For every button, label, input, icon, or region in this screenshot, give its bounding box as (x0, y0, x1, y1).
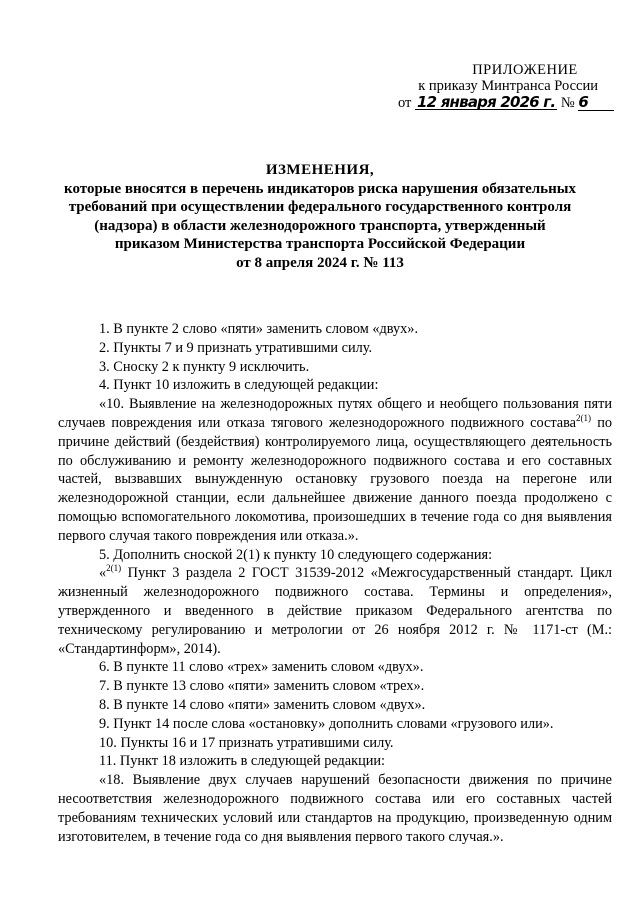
appendix-block (398, 62, 598, 111)
order-reference: к приказу Минтранса России (418, 78, 598, 94)
item-1: 1. В пункте 2 слово «пяти» заменить словом «двух». (99, 321, 419, 337)
subtitle-line: приказом Министерства транспорта Российской Федерации (114, 236, 526, 252)
document-title (50, 161, 590, 272)
footnote-mark: 2(1) (106, 563, 122, 574)
item-7: 7. В пункте 13 слово «пяти» заменить словом «трех». (99, 678, 425, 695)
item-4-text (58, 395, 612, 545)
item-4: 4. Пункт 10 изложить в следующей редакции: (99, 377, 379, 394)
footnote-ref: 2(1) (576, 412, 592, 423)
quote-open: « (99, 565, 107, 582)
subtitle-line: требований при осуществлении федерального государственного контроля (68, 199, 572, 215)
item-11-text: «18. Выявление двух случаев нарушений безопасности движения по причине несоответствия железнодорожного подвижного состава или его составных частей требованиям технических условий или стандартов на продукцию, произведенную одним изготовителем, в течение года со дня выявления первого такого случая.». (58, 772, 612, 845)
subtitle-line: от 8 апреля 2024 г. № 113 (236, 254, 404, 271)
handwritten-number: 6 (578, 94, 614, 111)
item-8: 8. В пункте 14 слово «пяти» заменить словом «двух». (99, 696, 426, 713)
order-date-line (398, 94, 598, 111)
subtitle-line: (надзора) в области железнодорожного транспорта, утвержденный (94, 217, 546, 234)
item-5-footnote-text: Пункт 3 раздела 2 ГОСТ 31539-2012 «Межгосударственный стандарт. Цикл жизненный железнодорожного подвижного состава. Термины и определения», утвержденного и введенного в действие приказом Федерального агентства по техническому регулированию и метрологии от 26 ноября 2012 г. № 1171-ст (М.: «Стандартинформ», 2014). (58, 565, 612, 657)
handwritten-date: 12 января 2026 г. (417, 93, 556, 111)
item-4-text-a: «10. Выявление на железнодорожных путях общего и необщего пользования пяти случаев повреждения или отказа тягового железнодорожного подвижного состава (58, 396, 612, 431)
number-prefix: № (560, 95, 575, 111)
title-heading: ИЗМЕНЕНИЯ, (265, 162, 375, 178)
item-2: 2. Пункты 7 и 9 признать утратившими силу. (99, 339, 373, 356)
item-9: 9. Пункт 14 после слова «остановку» дополнить словами «грузового или». (99, 715, 554, 732)
document-body (58, 320, 612, 846)
item-4-text-b: по причине действий (бездействия) контролируемого лица, осуществляющего деятельность по обслуживанию и ремонту железнодорожного подвижного состава и его составных частей, вызвавших вынужденную остановку грузового поезда на перегоне или железнодорожной станции, если дальнейшее движение данного поезда продолжено с помощью вспомогательного локомотива, произошедших в течение года со дня выявления первого случая такого повреждения или отказа.». (58, 414, 613, 544)
item-11: 11. Пункт 18 изложить в следующей редакции: (99, 753, 386, 770)
date-prefix: от (398, 95, 412, 111)
appendix-title: ПРИЛОЖЕНИЕ (472, 62, 578, 78)
item-5: 5. Дополнить сноской 2(1) к пункту 10 следующего содержания: (99, 546, 493, 563)
item-3: 3. Сноску 2 к пункту 9 исключить. (99, 358, 310, 375)
item-5-text (58, 564, 612, 658)
subtitle-line: которые вносятся в перечень индикаторов риска нарушения обязательных (64, 180, 576, 197)
item-10: 10. Пункты 16 и 17 признать утратившими силу. (99, 734, 394, 751)
item-6: 6. В пункте 11 слово «трех» заменить словом «двух». (99, 659, 424, 676)
